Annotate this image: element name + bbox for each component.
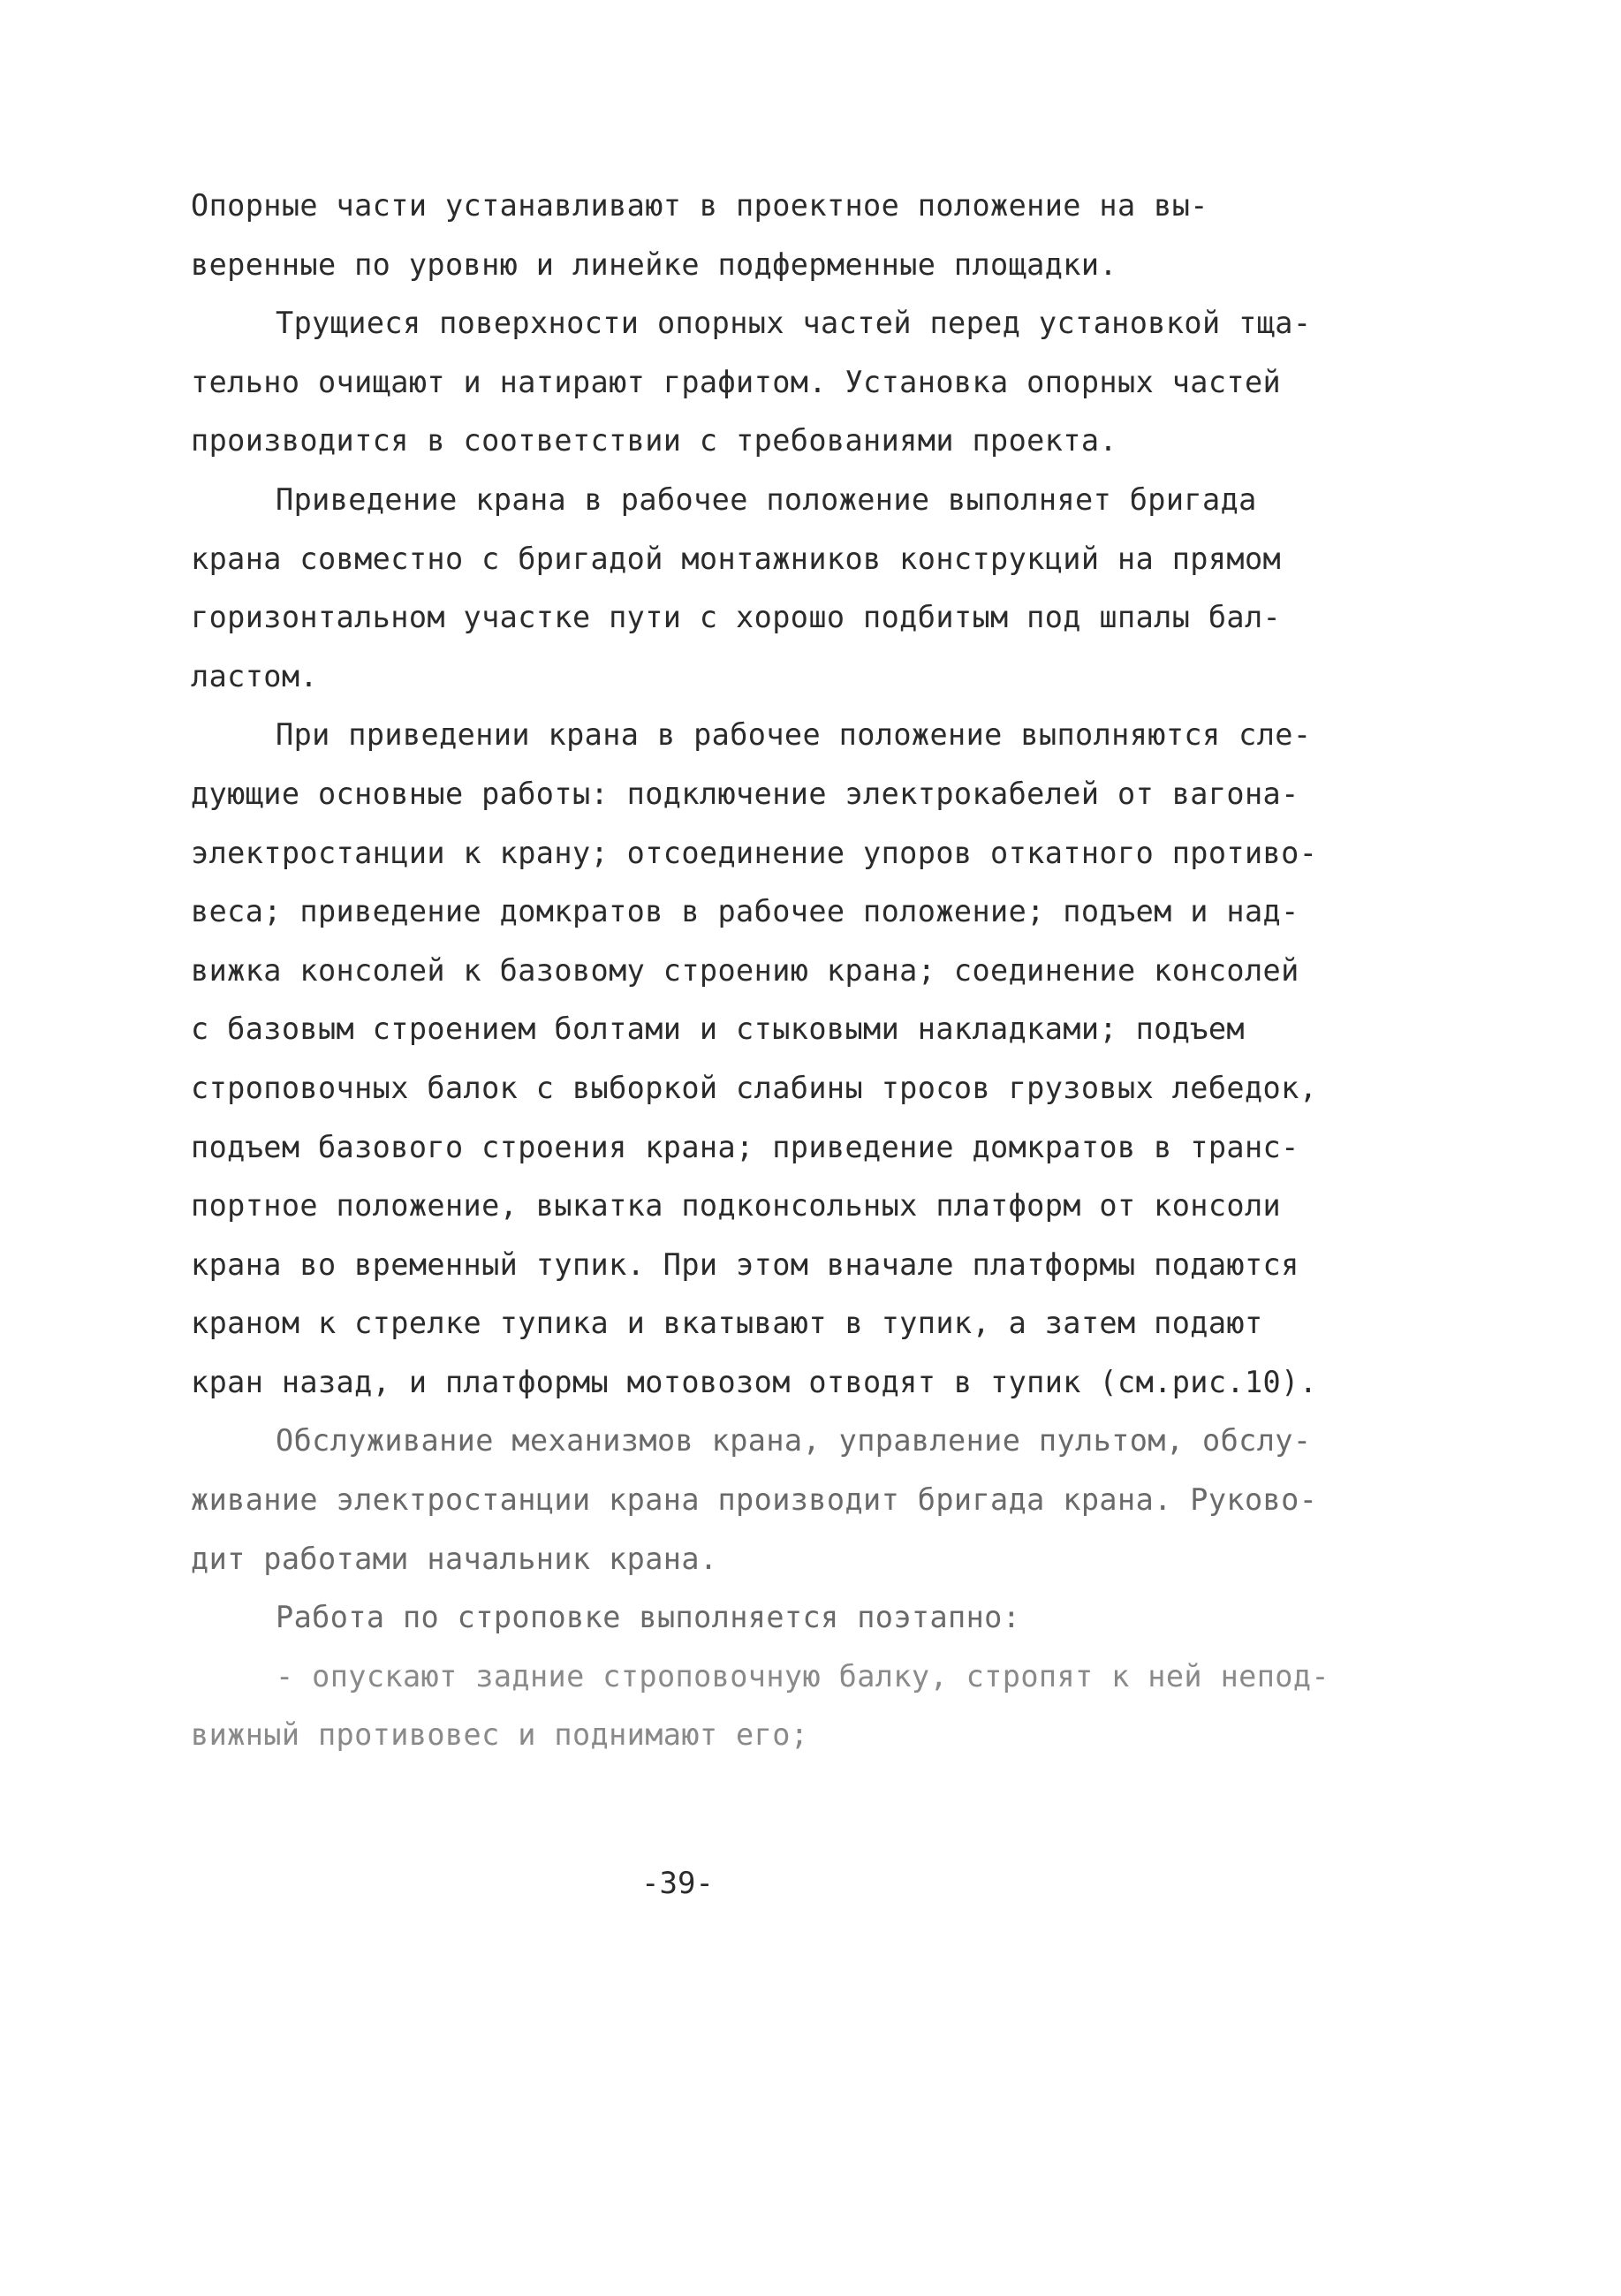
body-text	[191, 177, 1330, 1765]
text-line: дующие основные работы: подключение электрокабелей от вагона-	[191, 776, 1299, 811]
text-line: веренные по уровню и линейке подферменные площадки.	[191, 246, 1118, 282]
text-line: портное положение, выкатка подконсольных платформ от консоли	[191, 1188, 1282, 1224]
text-line: живание электростанции крана производит бригада крана. Руково-	[191, 1482, 1318, 1518]
text-line: При приведении крана в рабочее положение выполняются сле-	[276, 717, 1312, 753]
text-line: тельно очищают и натирают графитом. Установка опорных частей	[191, 364, 1282, 399]
text-line: вижка консолей к базовому строению крана; соединение консолей	[191, 952, 1299, 988]
text-line: веса; приведение домкратов в рабочее положение; подъем и над-	[191, 894, 1299, 929]
text-line: - опускают задние строповочную балку, стропят к ней непод-	[276, 1658, 1329, 1694]
text-line: Обслуживание механизмов крана, управление пультом, обслу-	[276, 1423, 1312, 1459]
text-line: крана во временный тупик. При этом вначале платформы подаются	[191, 1247, 1299, 1282]
text-line: краном к стрелке тупика и вкатывают в тупик, а затем подают	[191, 1306, 1263, 1341]
text-line: вижный противовес и поднимают его;	[191, 1717, 809, 1753]
text-line: кран назад, и платформы мотовозом отводят в тупик (см.рис.10).	[191, 1364, 1318, 1399]
text-line: подъем базового строения крана; приведение домкратов в транс-	[191, 1129, 1299, 1164]
page-number: -39-	[641, 1866, 714, 1901]
text-line: Работа по строповке выполняется поэтапно:	[276, 1600, 1021, 1635]
text-line: горизонтальном участке пути с хорошо подбитым под шпалы бал-	[191, 600, 1282, 635]
text-line: крана совместно с бригадой монтажников конструкций на прямом	[191, 541, 1282, 576]
text-line: строповочных балок с выборкой слабины тросов грузовых лебедок,	[191, 1070, 1318, 1105]
text-line: Приведение крана в рабочее положение выполняет бригада	[276, 481, 1257, 517]
text-line: дит работами начальник крана.	[191, 1541, 718, 1576]
text-line: электростанции к крану; отсоединение упоров откатного противо-	[191, 835, 1318, 870]
text-line: Опорные части устанавливают в проектное положение на вы-	[191, 188, 1208, 223]
text-line: производится в соответствии с требованиями проекта.	[191, 423, 1118, 458]
text-line: с базовым строением болтами и стыковыми накладками; подъем	[191, 1012, 1245, 1047]
text-line: ластом.	[191, 658, 318, 693]
text-line: Трущиеся поверхности опорных частей перед установкой тща-	[276, 306, 1312, 341]
